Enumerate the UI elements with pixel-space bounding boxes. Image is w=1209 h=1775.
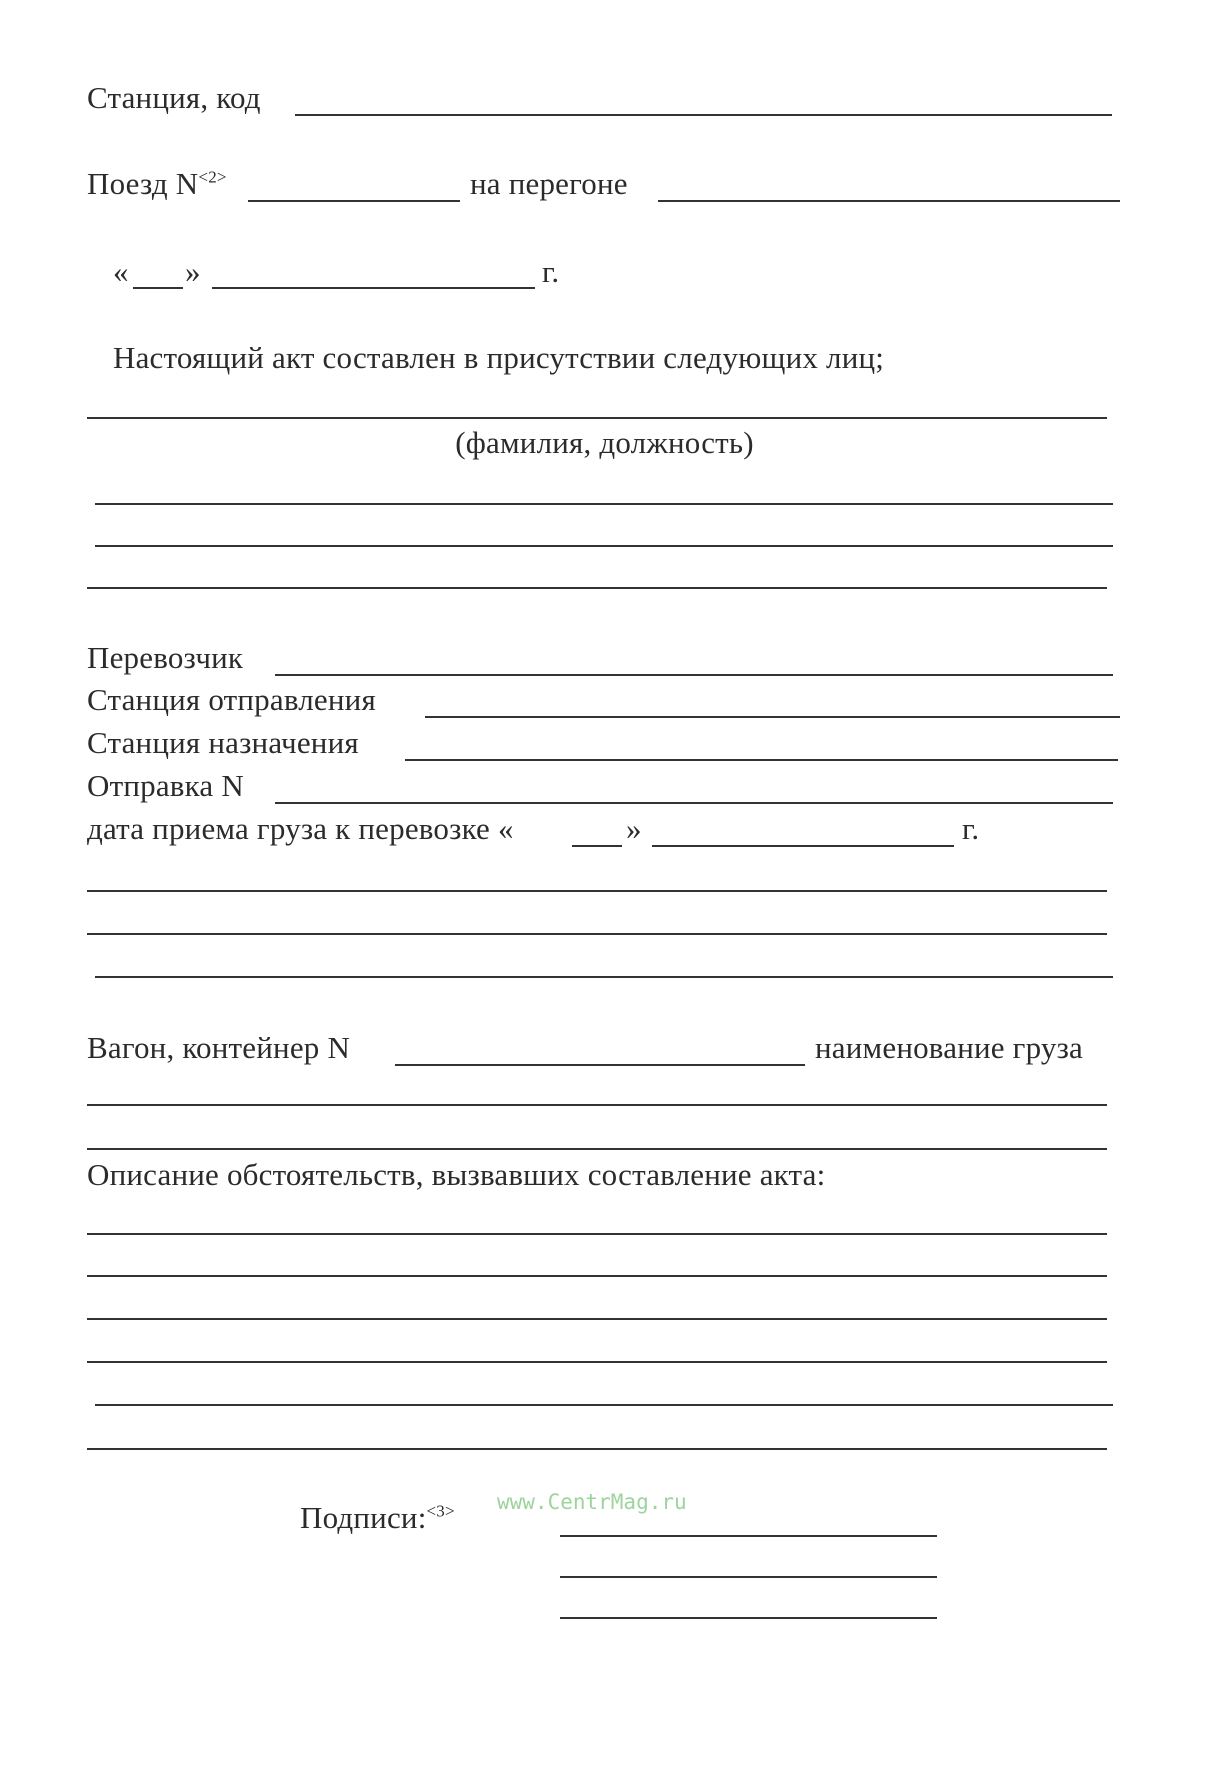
circumstances-line-3[interactable] — [87, 1318, 1107, 1320]
stage-field[interactable] — [658, 200, 1120, 202]
circumstances-label: Описание обстоятельств, вызвавших составление акта: — [87, 1157, 826, 1192]
train-label: Поезд $N^{<2>}$ — [87, 166, 227, 201]
cargo-line-1[interactable] — [87, 1104, 1107, 1106]
signature-line-2[interactable] — [560, 1576, 937, 1578]
acceptance-month-field[interactable] — [652, 845, 954, 847]
cargo-line-2[interactable] — [87, 1148, 1107, 1150]
watermark: www.CentrMag.ru — [497, 1490, 687, 1514]
train-footnote: <2> — [198, 167, 227, 187]
circumstances-line-6[interactable] — [87, 1448, 1107, 1450]
date-month-field[interactable] — [212, 287, 535, 289]
shipment-label: Отправка N — [87, 768, 244, 803]
extra-line-3[interactable] — [95, 976, 1113, 978]
departure-station-field[interactable] — [425, 716, 1120, 718]
station-code-label: Станция, код — [87, 80, 261, 115]
circumstances-line-1[interactable] — [87, 1233, 1107, 1235]
acceptance-year-suffix: г. — [962, 811, 980, 846]
signatures-label: Подписи:$^{<3>}$ — [300, 1500, 455, 1535]
departure-station-label: Станция отправления — [87, 682, 376, 717]
presence-line-4[interactable] — [87, 587, 1107, 589]
extra-line-2[interactable] — [87, 933, 1107, 935]
presence-hint: (фамилия, должность) — [455, 425, 754, 460]
carrier-field[interactable] — [275, 674, 1113, 676]
date-year-suffix: г. — [542, 254, 560, 289]
carrier-label: Перевозчик — [87, 640, 244, 675]
presence-line-1[interactable] — [87, 417, 1107, 419]
presence-line-2[interactable] — [95, 503, 1113, 505]
station-code-field[interactable] — [295, 114, 1112, 116]
acceptance-date-label: дата приема груза к перевозке « — [87, 811, 514, 846]
shipment-field[interactable] — [275, 802, 1113, 804]
destination-station-field[interactable] — [405, 759, 1118, 761]
acceptance-close-quote: » — [626, 811, 642, 846]
signature-line-1[interactable] — [560, 1535, 937, 1537]
date-open-quote: « — [113, 254, 129, 289]
signature-line-3[interactable] — [560, 1617, 937, 1619]
train-number-field[interactable] — [248, 200, 460, 202]
presence-text: Настоящий акт составлен в присутствии следующих лиц; — [113, 340, 885, 375]
presence-line-3[interactable] — [95, 545, 1113, 547]
wagon-number-field[interactable] — [395, 1064, 805, 1066]
date-close-quote: » — [185, 254, 201, 289]
circumstances-line-2[interactable] — [87, 1275, 1107, 1277]
acceptance-day-field[interactable] — [572, 845, 622, 847]
circumstances-line-5[interactable] — [95, 1404, 1113, 1406]
signatures-footnote: <3> — [426, 1501, 455, 1521]
date-day-field[interactable] — [133, 287, 183, 289]
circumstances-line-4[interactable] — [87, 1361, 1107, 1363]
wagon-label: Вагон, контейнер N — [87, 1030, 351, 1065]
destination-station-label: Станция назначения — [87, 725, 359, 760]
cargo-name-label: наименование груза — [815, 1030, 1083, 1065]
stage-label: на перегоне — [470, 166, 628, 201]
extra-line-1[interactable] — [87, 890, 1107, 892]
